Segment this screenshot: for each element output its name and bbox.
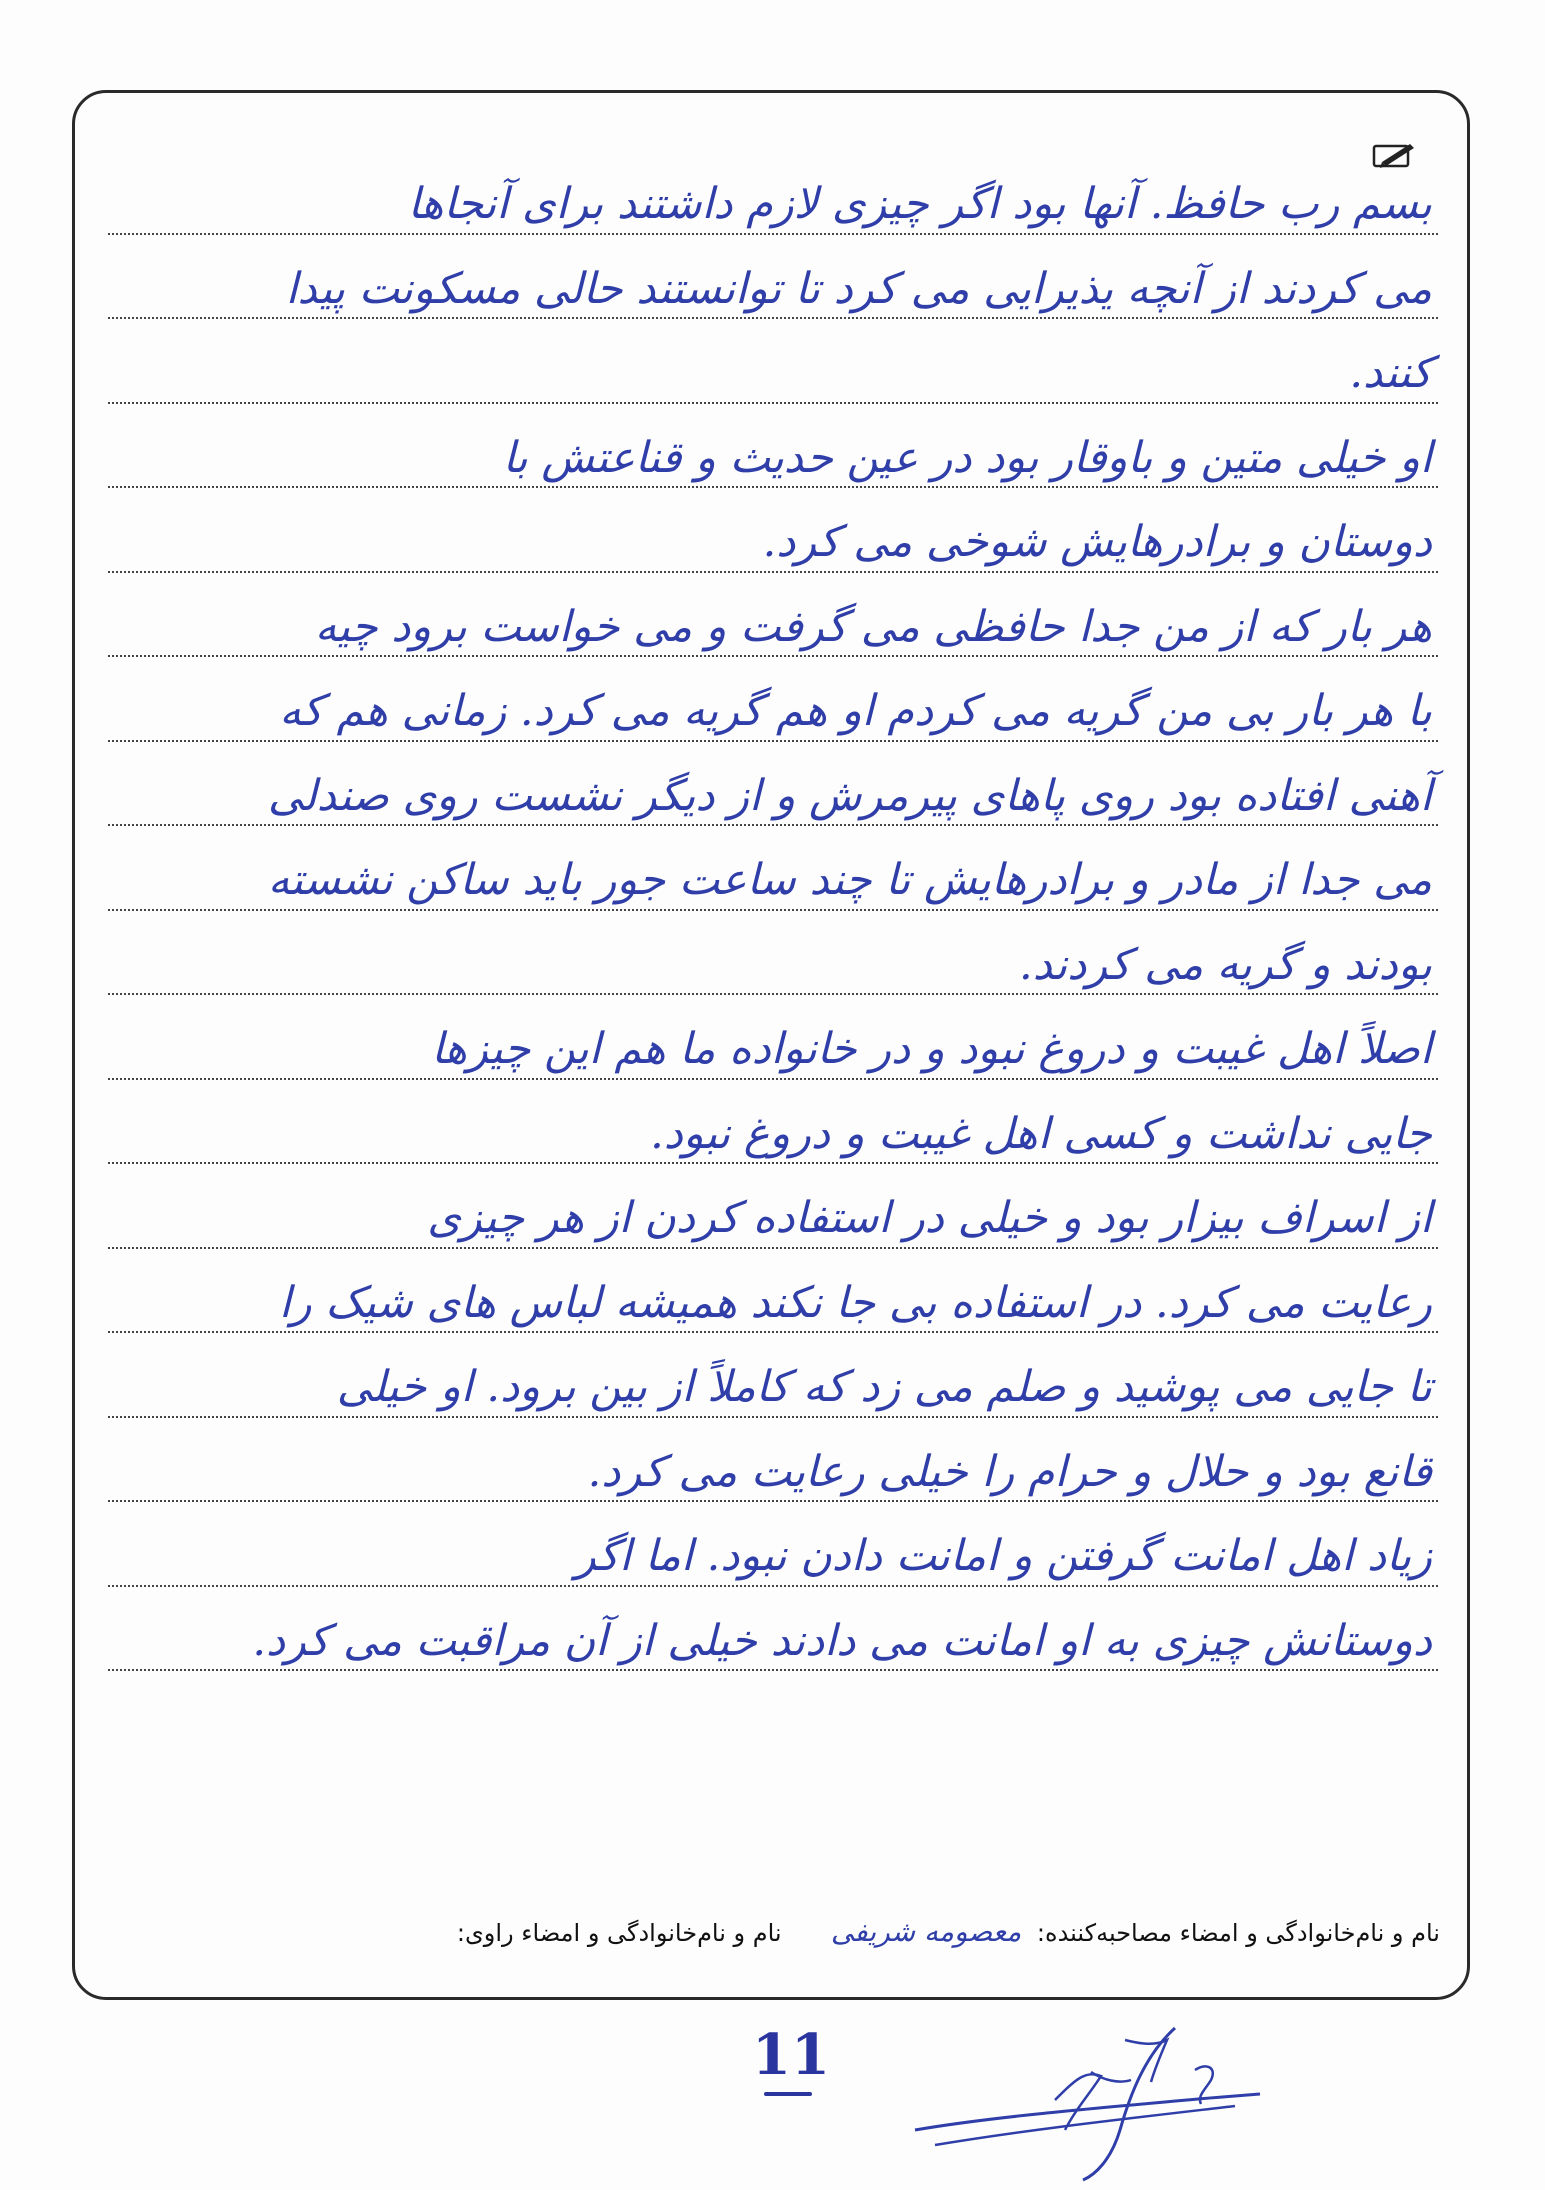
handwritten-line: بسم رب حافظ. آنها بود اگر چیزی لازم داشتند برای آنجاها [407,179,1432,230]
handwritten-line: دوستانش چیزی به او امانت می دادند خیلی از آن مراقبت می کرد. [252,1615,1432,1666]
ruled-line [108,319,1438,404]
ruled-line [108,995,1438,1080]
handwritten-line: می کردند از آنچه یذیرایی می کرد تا توانستند حالی مسکونت پیدا [285,263,1432,314]
ruled-line [108,404,1438,489]
handwritten-line: آهنی افتاده بود روی پاهای پیرمرش و از دیگر نشست روی صندلی [267,770,1432,821]
ruled-line [108,1418,1438,1503]
ruled-line [108,1587,1438,1672]
ruled-line [108,1164,1438,1249]
handwritten-line: می جدا از مادر و برادرهایش تا چند ساعت جور باید ساکن نشسته [267,855,1432,906]
narrator-signature [905,2010,1265,2185]
ruled-line [108,235,1438,320]
ruled-line [108,1502,1438,1587]
ruled-line [108,911,1438,996]
ruled-line [108,573,1438,658]
signature-footer [300,1915,1440,1948]
ruled-line [108,150,1438,235]
narrator-label: نام و نام‌خانوادگی و امضاء راوی: [456,1919,782,1947]
handwritten-line: او خیلی متین و باوقار بود در عین حدیث و قناعتش با [502,432,1432,483]
ruled-line [108,742,1438,827]
handwritten-line: زیاد اهل امانت گرفتن و امانت دادن نبود. اما اگر [575,1531,1432,1582]
ruled-line [108,1333,1438,1418]
page-number-underline [764,2092,812,2096]
handwritten-line: رعایت می کرد. در استفاده بی جا نکند همیشه لباس های شیک را [278,1277,1432,1328]
ruled-line [108,826,1438,911]
handwritten-line: تا جایی می پوشید و صلم می زد که کاملاً از بین برود. او خیلی [336,1362,1432,1413]
handwritten-line: دوستان و برادرهایش شوخی می کرد. [762,517,1432,568]
handwritten-line: قانع بود و حلال و حرام را خیلی رعایت می کرد. [587,1446,1432,1497]
handwritten-line: هر بار که از من جدا حافظی می گرفت و می خواست برود چیه [314,601,1432,652]
handwritten-line: کنند. [1349,348,1432,399]
ruled-line [108,657,1438,742]
interviewer-signature: معصومه شریفی [830,1915,1022,1948]
handwritten-line: جایی نداشت و کسی اهل غیبت و دروغ نبود. [650,1108,1432,1159]
ruled-lines [108,150,1438,1671]
handwritten-line: بودند و گریه می کردند. [1019,939,1432,990]
page-number: 11 [752,2022,830,2088]
handwritten-line: اصلاً اهل غیبت و دروغ نبود و در خانواده ما هم این چیزها [431,1024,1432,1075]
interviewer-label: نام و نام‌خانوادگی و امضاء مصاحبه‌کننده: [1036,1919,1440,1947]
ruled-line [108,488,1438,573]
handwritten-line: از اسراف بیزار بود و خیلی در استفاده کردن از هر چیزی [427,1193,1432,1244]
handwritten-line: با هر بار بی من گریه می کردم او هم گریه می کرد. زمانی هم که [279,686,1432,737]
ruled-line [108,1080,1438,1165]
ruled-line [108,1249,1438,1334]
